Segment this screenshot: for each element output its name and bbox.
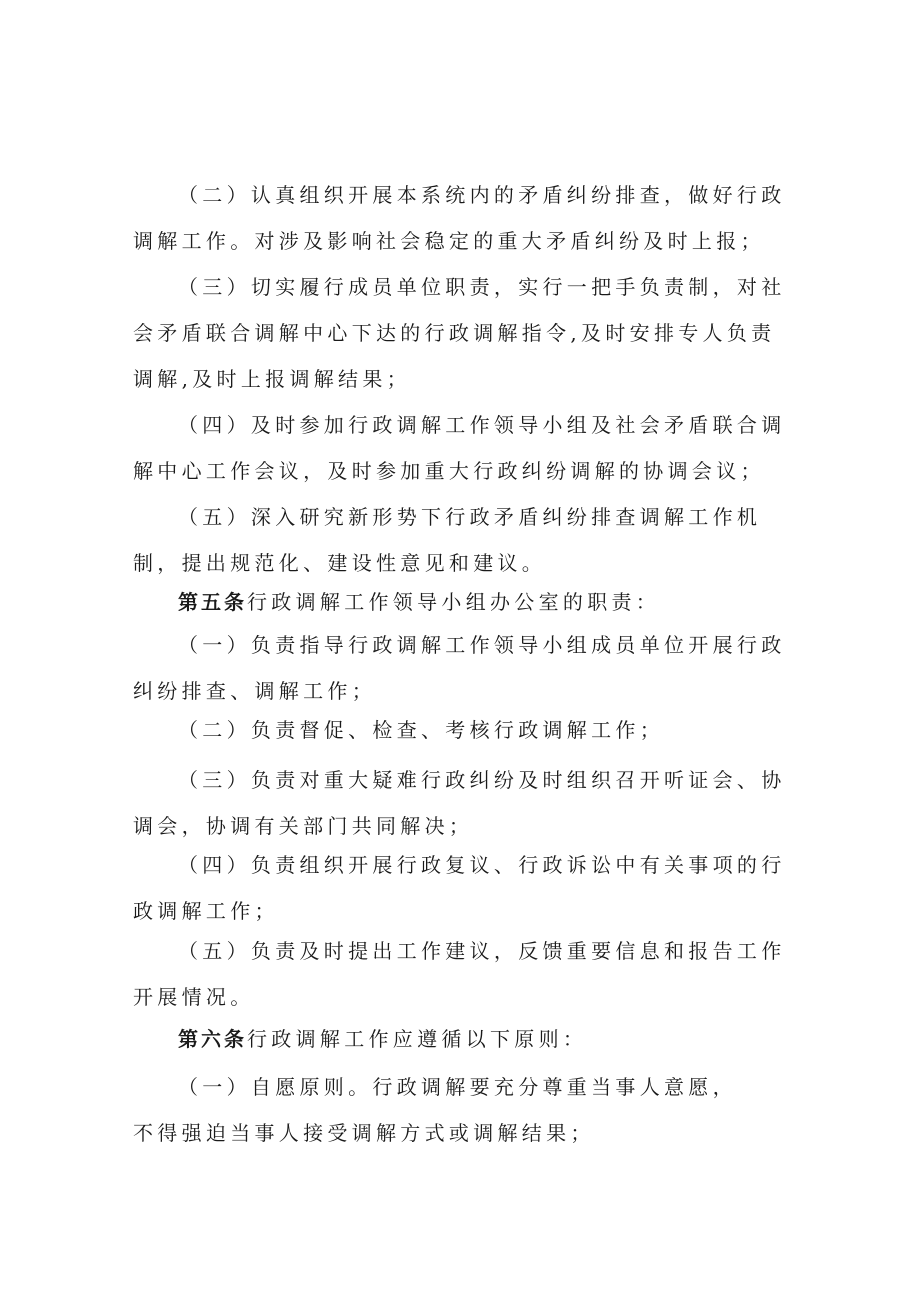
paragraph-text: （二）认真组织开展本系统内的矛盾纠纷排查，做好行政调解工作。对涉及影响社会稳定的重大矛盾纠纷及时上报； bbox=[133, 183, 786, 253]
paragraph-duty-5 bbox=[133, 494, 793, 586]
paragraph-text: （三）负责对重大疑难行政纠纷及时组织召开听证会、协调会，协调有关部门共同解决； bbox=[133, 768, 786, 838]
paragraph-duty-2 bbox=[133, 172, 793, 264]
paragraph-text: （三）切实履行成员单位职责，实行一把手负责制，对社会矛盾联合调解中心下达的行政调解指令,及时安排专人负责调解,及时上报调解结果； bbox=[133, 275, 786, 391]
article-number: 第六条 bbox=[178, 1027, 247, 1051]
article-text: 行政调解工作应遵循以下原则： bbox=[247, 1027, 588, 1051]
paragraph-text: （一）负责指导行政调解工作领导小组成员单位开展行政纠纷排查、调解工作； bbox=[133, 633, 786, 703]
paragraph-text: （五）深入研究新形势下行政矛盾纠纷排查调解工作机制，提出规范化、建设性意见和建议。 bbox=[133, 505, 762, 575]
article-6-heading bbox=[133, 1016, 793, 1062]
paragraph-text: （一）自愿原则。行政调解要充分尊重当事人意愿，不得强迫当事人接受调解方式或调解结果； bbox=[133, 1075, 737, 1145]
paragraph-office-duty-3 bbox=[133, 757, 793, 849]
paragraph-office-duty-2 bbox=[133, 707, 793, 753]
paragraph-office-duty-4 bbox=[133, 842, 793, 934]
article-text: 行政调解工作领导小组办公室的职责： bbox=[247, 590, 661, 614]
paragraph-duty-4 bbox=[133, 402, 793, 494]
paragraph-duty-3 bbox=[133, 264, 793, 402]
paragraph-text: （四）及时参加行政调解工作领导小组及社会矛盾联合调解中心工作会议，及时参加重大行政纠纷调解的协调会议； bbox=[133, 413, 786, 483]
paragraph-text: （五）负责及时提出工作建议，反馈重要信息和报告工作开展情况。 bbox=[133, 939, 786, 1009]
article-number: 第五条 bbox=[178, 590, 247, 614]
paragraph-text: （二）负责督促、检查、考核行政调解工作； bbox=[178, 718, 664, 742]
paragraph-office-duty-5 bbox=[133, 928, 793, 1020]
paragraph-text: （四）负责组织开展行政复议、行政诉讼中有关事项的行政调解工作； bbox=[133, 853, 786, 923]
paragraph-principle-1 bbox=[133, 1064, 758, 1156]
paragraph-office-duty-1 bbox=[133, 622, 793, 714]
article-5-heading bbox=[133, 579, 793, 625]
